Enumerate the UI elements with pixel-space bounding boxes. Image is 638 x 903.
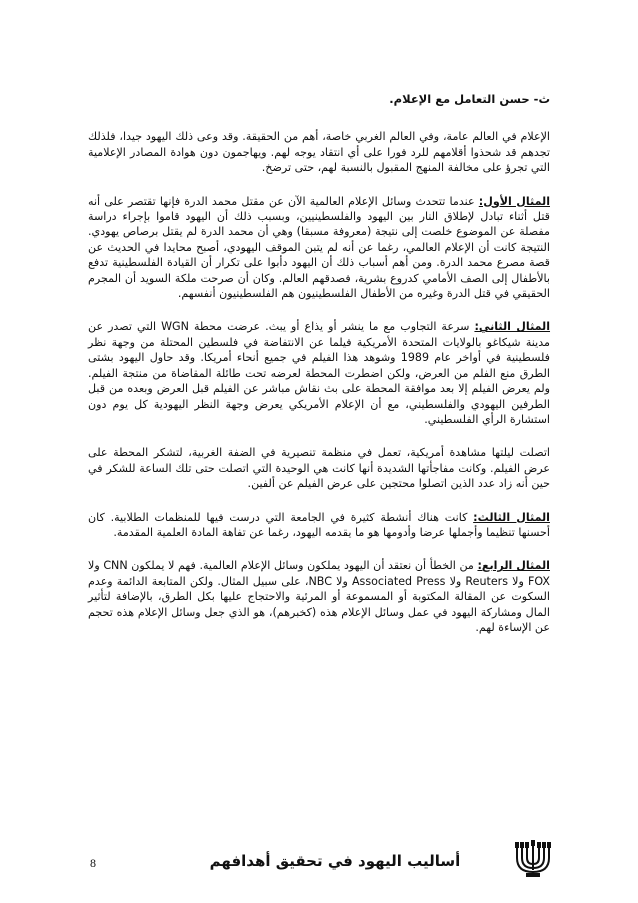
example-1-text: عندما تتحدث وسائل الإعلام العالمية الآن عن مقتل محمد الدرة فإنها تقتصر على أنه قتل أثناء تبادل لإطلاق النار بين اليهود والفلسطينيين، وبسبب ذلك أن اليهود قاموا بإجراء دراسة مفصلة عن الموضوع خلصت إلى نتيجة (معروفة مسبقا) وهي أن محمد الدرة لم يقتل برصاص يهودي. النتيجة كانت أن الإعلام العالمي، رغما عن أنه لم يتبن الموقف اليهودي، أصبح محايدا في الحديث عن قصة مصرع محمد الدرة. ومن أهم أسباب ذلك أن اليهود دأبوا على تكرار أن القيادة الفلسطينية تدفع بالأطفال إلى الصف الأمامي كدروع بشرية، فصدقهم العالم. وكان أن صرحت ملكة السويد أن المجرم الحقيقي في قتل الدرة وغيره من الأطفال الفلسطينيون هم الفلسطينيون أنفسهم. bbox=[88, 194, 550, 301]
example-2-paragraph bbox=[88, 319, 550, 427]
example-2-text: سرعة التجاوب مع ما ينشر أو يذاع أو يبث. عرضت محطة WGN التي تصدر عن مدينة شيكاغو بالولايات المتحدة الأمريكية فيلما عن الانتفاضة في فلسطين المحتلة من وجهة نظر فلسطينية في أواخر عام 1989 وشوهد هذا الفيلم في جميع أنحاء أمريكا. وقد حاول اليهود بشتى الطرق منع الفلم من العرض، ولكن اضطرت المحطة لعرضه تحت طائلة المقاضاة من منتجة الفيلم. ولم يعرض الفيلم إلا بعد موافقة المحطة على بث نقاش مباشر عن الفيلم قبل العرض وبعده من قبل الطرفين اليهودي والفلسطيني، مع أن الإعلام الأمريكي يعرض وجهة النظر اليهودية كل يوم دون استشارة الرأي الفلسطيني. bbox=[88, 320, 550, 426]
example-2-continuation: اتصلت ليلتها مشاهدة أمريكية، تعمل في منظمة تنصيرية في الضفة الغربية، لتشكر المحطة على عرض الفيلم. وكانت مفاجأتها الشديدة أنها كانت هي الوحيدة التي اتصلت حتى تلك الساعة للشكر في حين أنه زاد عدد الذين اتصلوا محتجين على عرض الفيلم عن ألفين. bbox=[88, 446, 550, 491]
page-content bbox=[88, 92, 550, 653]
example-4-text: من الخطأ أن نعتقد أن اليهود يملكون وسائل الإعلام العالمية. فهم لا يملكون CNN ولا FOX ولا Reuters ولا Associated Press ولا NBC، على سبيل المثال. ولكن المتابعة الدائمة وعدم السكوت عن المقالة المكتوبة أو المسموعة أو المرئية والاحتجاج عليها بكل الطرق، بالإضافة لتأثير المال ومشاركة اليهود في عمل وسائل الإعلام هذه (كخبرهم)، هو الذي جعل وسائل الإعلام هذه تحجم عن الإساءة لهم. bbox=[88, 559, 551, 634]
menorah-icon bbox=[512, 838, 554, 878]
example-2-label: المثال الثاني: bbox=[474, 320, 551, 334]
example-3-label: المثال الثالث: bbox=[473, 510, 550, 524]
example-4-paragraph bbox=[88, 558, 550, 635]
intro-paragraph: الإعلام في العالم عامة، وفي العالم الغربي خاصة، أهم من الحقيقة. وقد وعى ذلك اليهود جيدا، فلذلك تجدهم قد شحذوا أقلامهم للرد فورا على أي انتقاد يوجه لهم. ويهاجمون دون هوادة المصادر الإعلامية التي تجرؤ على مخالفة المنهج المقبول بالنسبة لهم، حتى ترضخ. bbox=[88, 130, 550, 175]
page-number: 8 bbox=[90, 856, 96, 870]
book-title: أساليب اليهود في تحقيق أهدافهم bbox=[209, 852, 461, 870]
example-1-label: المثال الأول: bbox=[478, 194, 550, 208]
page-footer bbox=[0, 838, 638, 878]
example-3-text: كانت هناك أنشطة كثيرة في الجامعة التي درست فيها للمنظمات الطلابية. كان أحسنها تنظيما وأجملها عرضا وأدومها هو ما يقدمه اليهود، رغما عن تفاهة المادة العلمية المقدمة. bbox=[88, 510, 550, 539]
section-heading: ث- حسن التعامل مع الإعلام. bbox=[389, 92, 550, 106]
example-3-paragraph bbox=[88, 510, 550, 541]
example-1-paragraph bbox=[88, 194, 550, 302]
example-4-label: المثال الرابع: bbox=[477, 559, 550, 573]
